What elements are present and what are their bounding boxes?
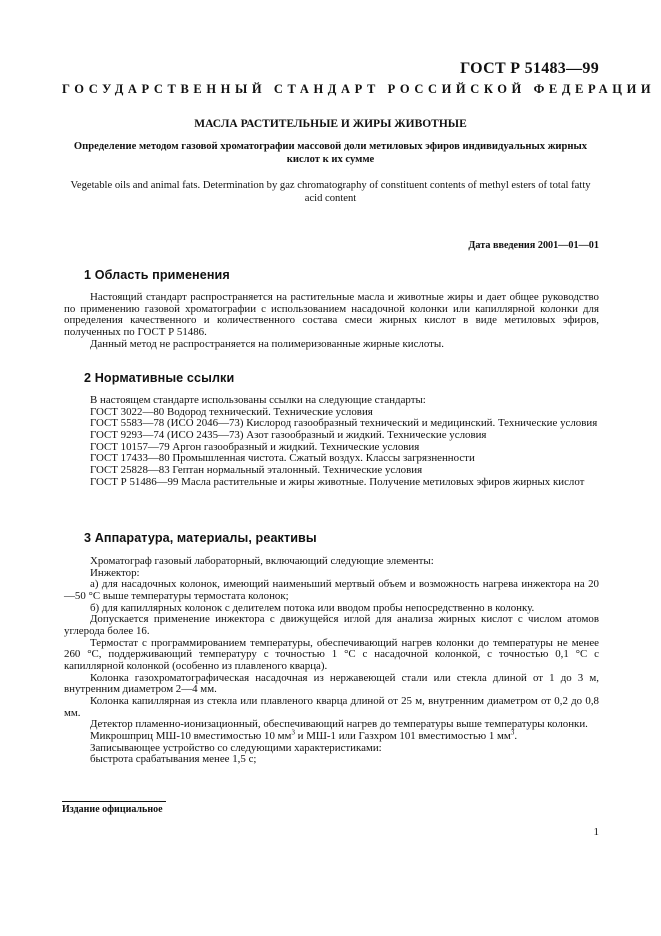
paragraph: Колонка капиллярная из стекла или плавленого кварца длиной от 25 м, внутренним диаметром от 0,2 до 0,8 мм. (64, 694, 599, 719)
paragraph: быстрота срабатывания менее 1,5 с; (90, 753, 257, 766)
paragraph: Колонка газохроматографическая насадочная из нержавеющей стали или стекла длиной от 1 до 3 м, внутренним диаметром 2—4 мм. (64, 671, 599, 696)
paragraph: Записывающее устройство со следующими характеристиками: (90, 741, 382, 754)
reference-item: ГОСТ Р 51486—99 Масла растительные и жиры животные. Получение метиловых эфиров жирных кислот (90, 475, 585, 488)
section-3-heading: 3 Аппаратура, материалы, реактивы (84, 531, 317, 545)
page-number: 1 (593, 826, 599, 838)
footer-divider (62, 801, 166, 802)
paragraph: Хроматограф газовый лабораторный, включающий следующие элементы: (90, 555, 434, 567)
document-title-english: Vegetable oils and animal fats. Determination by gaz chromatography of constituent contents of methyl esters of total fatty acid content (70, 180, 591, 204)
official-edition-label: Издание официальное (62, 804, 163, 815)
reference-item: ГОСТ 25828—83 Гептан нормальный эталонный. Технические условия (90, 463, 423, 476)
reference-item: ГОСТ 17433—80 Промышленная чистота. Сжатый воздух. Классы загрязненности (90, 452, 475, 465)
paragraph: Допускается применение инжектора с движущейся иглой для анализа жирных кислот с числом атомов углерода более 16. (64, 613, 599, 637)
microsyringe-text-start: Микрошприц МШ-10 вместимостью 10 мм (90, 729, 292, 742)
section-1-body (64, 292, 599, 350)
paragraph: б) для капиллярных колонок с делителем потока или вводом пробы непосредственно в колонку. (90, 601, 535, 614)
section-3-body (64, 556, 599, 766)
paragraph: Настоящий стандарт распространяется на растительные масла и животные жиры и дает общее руководство по применению газовой хроматографии с использованием насадочной колонки или капиллярной колонки для определения качественного и количественного состава смеси жирных кислот в виде метиловых эфиров, полученных по ГОСТ Р 51486. (64, 291, 599, 338)
microsyringe-text-end: . (514, 729, 518, 742)
reference-item: ГОСТ 5583—78 (ИСО 2046—73) Кислород газообразный технический и медицинский. Технические условия (90, 417, 598, 430)
paragraph: В настоящем стандарте использованы ссылки на следующие стандарты: (90, 394, 426, 406)
paragraph: а) для насадочных колонок, имеющий наименьший мертвый объем и возможность нагрева инжектора на 20—50 °С выше температуры термостата колонок; (64, 578, 599, 602)
reference-item: ГОСТ 10157—79 Аргон газообразный и жидкий. Технические условия (90, 440, 420, 453)
section-1-heading: 1 Область применения (84, 268, 230, 282)
paragraph: Данный метод не распространяется на полимеризованные жирные кислоты. (90, 337, 444, 350)
introduction-date: Дата введения 2001—01—01 (468, 240, 599, 251)
document-subtitle: Определение методом газовой хроматографии массовой доли метиловых эфиров индивидуальных жирных кислот к их сумме (73, 141, 588, 166)
microsyringe-text-mid: и МШ-1 или Газхром 101 вместимостью 1 мм (294, 729, 511, 742)
paragraph: Детектор пламенно-ионизационный, обеспечивающий нагрев до температуры выше температуры колонки. (90, 718, 588, 731)
superscript: 3 (291, 728, 295, 737)
section-2-body (64, 395, 599, 488)
document-title: МАСЛА РАСТИТЕЛЬНЫЕ И ЖИРЫ ЖИВОТНЫЕ (194, 118, 467, 130)
superscript: 3 (510, 728, 515, 737)
microsyringe-paragraph (64, 728, 599, 743)
paragraph: Термостат с программированием температуры, обеспечивающий нагрев колонки до температуры не менее 260 °С, поддерживающий температуру с точностью 1 °С с насадочной колонкой, с точностью 0,1 °С с капиллярной колонкой (особенно из плавленого кварца). (64, 636, 599, 672)
section-2-heading: 2 Нормативные ссылки (84, 371, 235, 385)
document-code: ГОСТ Р 51483—99 (460, 60, 599, 77)
reference-item: ГОСТ 3022—80 Водород технический. Технические условия (90, 405, 373, 418)
state-standard-heading: ГОСУДАРСТВЕННЫЙ СТАНДАРТ РОССИЙСКОЙ ФЕДЕРАЦИИ (62, 82, 656, 96)
paragraph: Инжектор: (90, 566, 140, 579)
reference-item: ГОСТ 9293—74 (ИСО 2435—73) Азот газообразный и жидкий. Технические условия (90, 428, 487, 441)
